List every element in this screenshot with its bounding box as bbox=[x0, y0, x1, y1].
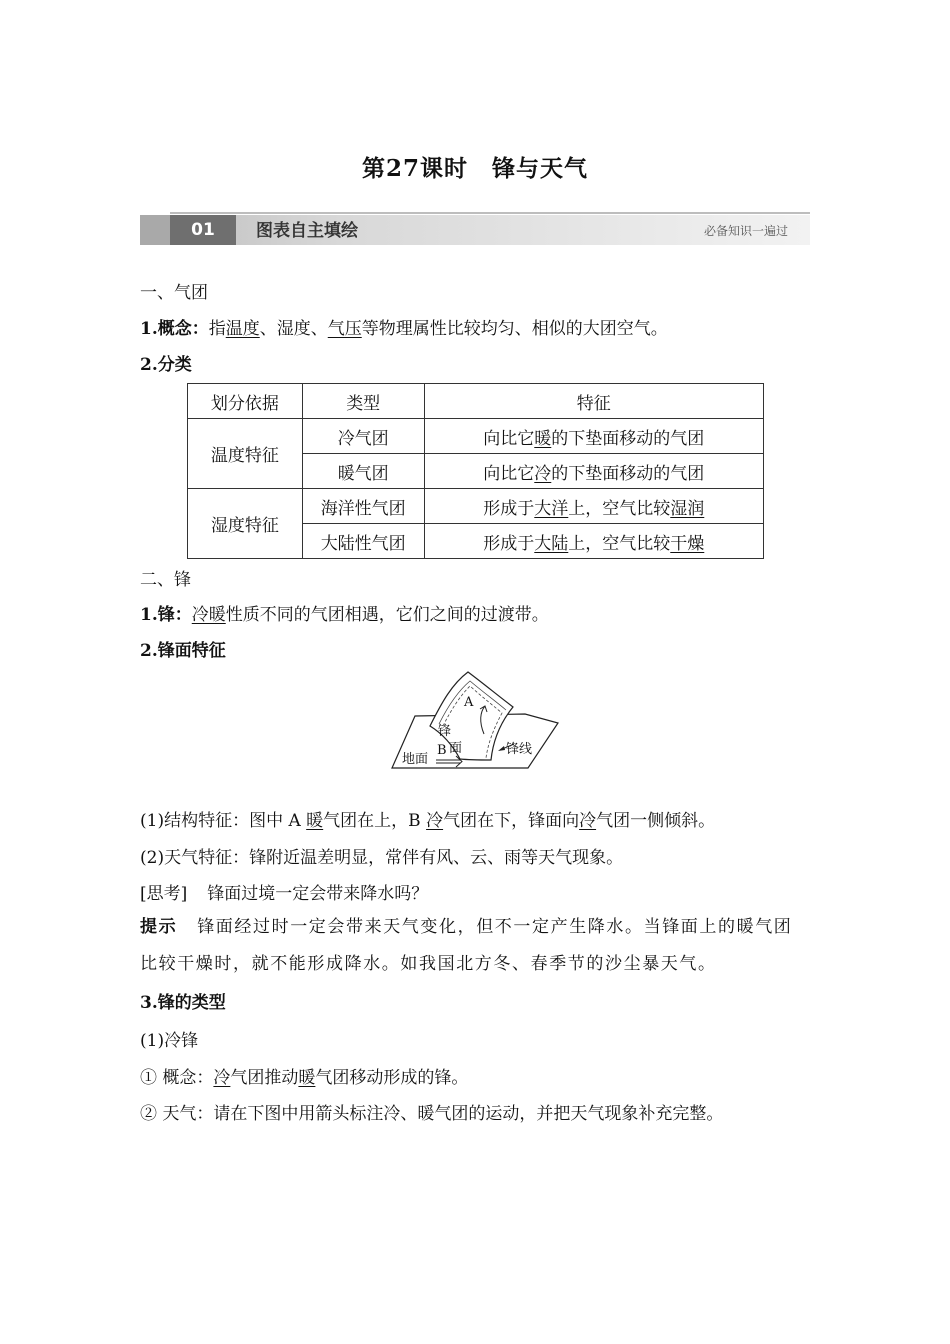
front-feature-label: 2.锋面特征 bbox=[140, 641, 226, 661]
table-cell-feature bbox=[424, 419, 763, 454]
cold-concept-text: ① 概念： bbox=[140, 1068, 214, 1088]
front-diagram bbox=[390, 668, 562, 772]
banner-title: 图表自主填绘 bbox=[256, 221, 358, 241]
struct-text: 气团一侧倾斜。 bbox=[596, 811, 716, 831]
feature-text: 形成于 bbox=[483, 533, 535, 554]
label-A: A bbox=[464, 695, 474, 710]
struct-blank: 冷 bbox=[579, 811, 597, 831]
cold-concept-text: 气团移动形成的锋。 bbox=[315, 1068, 469, 1088]
feature-text: 的下垫面移动的气团 bbox=[551, 428, 705, 449]
label-ground: 地面 bbox=[402, 752, 429, 767]
struct-text: 气团在下，锋面向 bbox=[443, 811, 580, 831]
feature-blank: 干燥 bbox=[670, 533, 705, 554]
label-mian: 面 bbox=[449, 741, 463, 756]
label-front-line: 锋线 bbox=[506, 742, 533, 757]
cold-concept-blank: 冷 bbox=[213, 1068, 231, 1088]
struct-text: (1)结构特征：图中 A bbox=[140, 811, 307, 831]
feature-blank: 湿润 bbox=[670, 498, 705, 519]
front-def-blank: 冷暖 bbox=[191, 605, 226, 625]
struct-blank: 冷 bbox=[426, 811, 444, 831]
feature-blank: 冷 bbox=[534, 463, 552, 484]
table-cell-type: 冷气团 bbox=[302, 419, 424, 454]
think-label: [思考] bbox=[140, 884, 188, 904]
feature-text: 形成于 bbox=[483, 498, 535, 519]
hint-label: 提示 bbox=[140, 917, 178, 937]
concept-text: 等物理属性比较均匀、相似的大团空气。 bbox=[361, 319, 668, 339]
table-cell-type: 暖气团 bbox=[302, 454, 424, 489]
feature-blank: 大洋 bbox=[534, 498, 569, 519]
table-header-cell: 类型 bbox=[302, 384, 424, 419]
table-row bbox=[188, 419, 764, 454]
concept-text: 、湿度、 bbox=[259, 319, 328, 339]
feature-text: 上，空气比较 bbox=[568, 498, 671, 519]
concept-blank-pressure: 气压 bbox=[327, 319, 362, 339]
hint-text: 锋面经过时一定会带来天气变化，但不一定产生降水。当锋面上的暖气团 bbox=[197, 917, 793, 937]
table-cell-feature bbox=[424, 489, 763, 524]
banner-number: 01 bbox=[170, 215, 236, 245]
section-banner bbox=[140, 215, 810, 245]
table-cell-type: 大陆性气团 bbox=[302, 524, 424, 559]
cold-concept-blank: 暖 bbox=[298, 1068, 316, 1088]
cold-front-concept bbox=[140, 1063, 468, 1088]
table-header-cell: 划分依据 bbox=[188, 384, 303, 419]
airmass-classification-table bbox=[187, 383, 764, 559]
hint-line-1 bbox=[140, 909, 810, 945]
classify-label: 2.分类 bbox=[140, 355, 192, 375]
concept-label: 1.概念： bbox=[140, 319, 209, 339]
front-def-text: 性质不同的气团相遇，它们之间的过渡带。 bbox=[225, 605, 549, 625]
section-heading-front: 二、锋 bbox=[140, 570, 191, 590]
structure-feature bbox=[140, 806, 715, 831]
struct-blank: 暖 bbox=[306, 811, 324, 831]
table-header-cell: 特征 bbox=[424, 384, 763, 419]
banner-subtitle: 必备知识一遍过 bbox=[703, 224, 788, 238]
table-cell-feature bbox=[424, 454, 763, 489]
section-heading-airmass: 一、气团 bbox=[140, 283, 208, 303]
page-title: 第27课时 锋与天气 bbox=[361, 155, 588, 182]
feature-text: 向比它 bbox=[483, 428, 535, 449]
table-group-cell: 温度特征 bbox=[188, 419, 303, 489]
table-group-cell: 湿度特征 bbox=[188, 489, 303, 559]
banner-divider bbox=[170, 212, 810, 214]
concept-text: 指 bbox=[208, 319, 226, 339]
front-types-label: 3.锋的类型 bbox=[140, 993, 226, 1013]
feature-text: 向比它 bbox=[483, 463, 535, 484]
table-cell-feature bbox=[424, 524, 763, 559]
hint-line-2: 比较干燥时，就不能形成降水。如我国北方冬、春季节的沙尘暴天气。 bbox=[140, 954, 717, 974]
cold-concept-text: 气团推动 bbox=[230, 1068, 299, 1088]
label-B: B bbox=[437, 743, 447, 758]
cold-front-label: (1)冷锋 bbox=[140, 1031, 199, 1051]
think-text: 锋面过境一定会带来降水吗？ bbox=[207, 884, 429, 904]
struct-text: 气团在上，B bbox=[323, 811, 427, 831]
weather-feature: (2)天气特征：锋附近温差明显，常伴有风、云、雨等天气现象。 bbox=[140, 848, 624, 868]
banner-accent bbox=[140, 215, 170, 245]
concept-blank-temperature: 温度 bbox=[225, 319, 260, 339]
feature-blank: 大陆 bbox=[534, 533, 569, 554]
airmass-concept bbox=[140, 314, 668, 339]
front-definition bbox=[140, 600, 549, 625]
cold-front-weather: ② 天气：请在下图中用箭头标注冷、暖气团的运动，并把天气现象补充完整。 bbox=[140, 1104, 724, 1124]
think-question bbox=[140, 879, 428, 904]
table-row bbox=[188, 489, 764, 524]
feature-blank: 暖 bbox=[534, 428, 552, 449]
label-feng: 锋 bbox=[438, 724, 452, 739]
table-header-row bbox=[188, 384, 764, 419]
front-def-label: 1.锋： bbox=[140, 605, 192, 625]
table-cell-type: 海洋性气团 bbox=[302, 489, 424, 524]
feature-text: 上，空气比较 bbox=[568, 533, 671, 554]
feature-text: 的下垫面移动的气团 bbox=[551, 463, 705, 484]
